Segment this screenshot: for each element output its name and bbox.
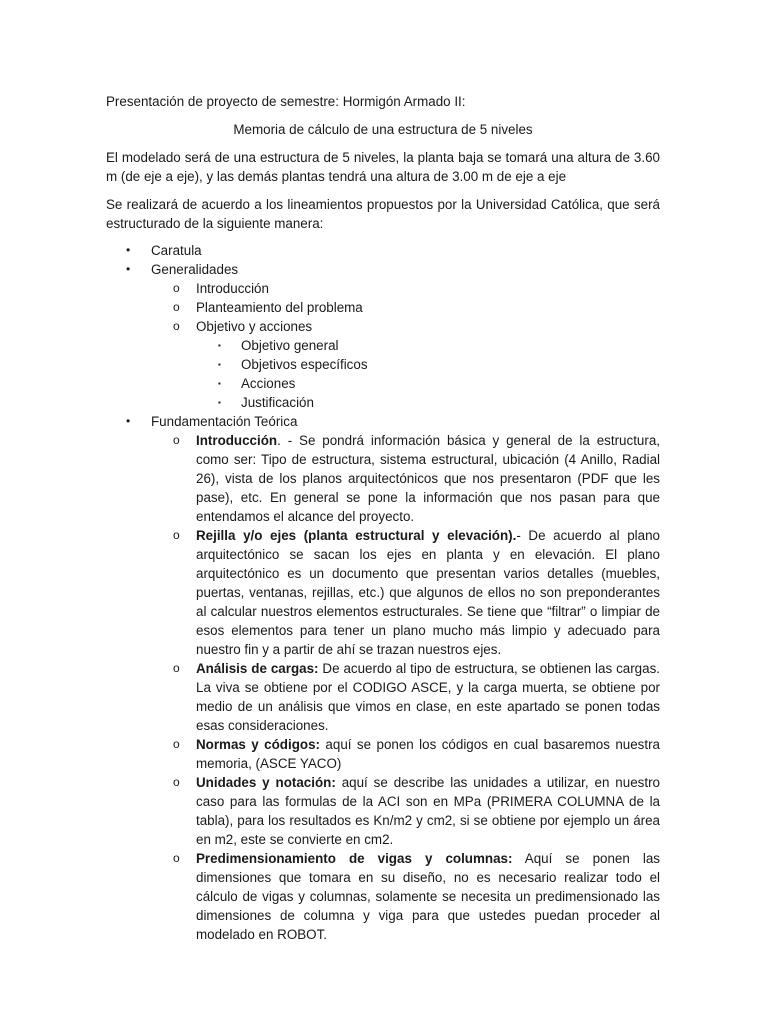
list-item <box>151 317 660 412</box>
square-marker: ▪ <box>218 341 221 350</box>
circle-marker: o <box>173 319 180 333</box>
list-item-paragraph <box>196 735 660 773</box>
list-item-text: aquí se ponen los códigos en cual basaremos nuestra memoria, (ASCE YACO) <box>196 737 660 771</box>
circle-marker: o <box>173 528 180 542</box>
list-item-text: Acciones <box>241 376 296 391</box>
list-item-title: Predimensionamiento de vigas y columnas: <box>196 851 513 866</box>
square-marker: ▪ <box>218 379 221 388</box>
list-item-title: Rejilla y/o ejes (planta estructural y elevación). <box>196 528 517 543</box>
list-item <box>151 279 660 298</box>
list-item-text: Objetivo general <box>241 338 339 353</box>
list-item <box>151 849 660 944</box>
circle-marker: o <box>173 661 180 675</box>
bullet-marker: • <box>126 262 131 276</box>
document-heading: Presentación de proyecto de semestre: Hormigón Armado II: <box>106 94 466 109</box>
list-item <box>151 659 660 735</box>
list-item <box>106 241 660 260</box>
list-item <box>151 773 660 849</box>
circle-marker: o <box>173 281 180 295</box>
list-item-text: . - Se pondrá información básica y general de la estructura, como ser: Tipo de estructura, sistema estructural, ubicación (4 Anillo, Radial 26), vista de los planos arquitectónicos que nos presentaron (PDF que les pase), etc. En general se pone la información que nos pasan para que entendamos el alcance del proyecto. <box>196 433 660 524</box>
paragraph-model-description: El modelado será de una estructura de 5 niveles, la planta baja se tomará una altura de 3.60 m (de eje a eje), y las demás plantas tendrá una altura de 3.00 m de eje a eje <box>106 150 660 184</box>
list-item-paragraph <box>196 849 660 944</box>
list-item <box>196 374 660 393</box>
list-item-paragraph <box>196 659 660 735</box>
list-item <box>196 355 660 374</box>
bullet-marker: • <box>126 243 131 257</box>
list-item <box>151 526 660 659</box>
list-item-text: aquí se describe las unidades a utilizar, en nuestro caso para las formulas de la ACI son en MPa (PRIMERA COLUMNA de la tabla), para los resultados es Kn/m2 y cm2, si se obtiene por ejemplo un área en m2, este se convierte en cm2. <box>196 775 660 847</box>
list-item-title: Análisis de cargas: <box>196 661 319 676</box>
list-item-text: Objetivo y acciones <box>196 319 313 334</box>
list-item-text: Objetivos específicos <box>241 357 368 372</box>
circle-marker: o <box>173 300 180 314</box>
list-item-text: Justificación <box>241 395 314 410</box>
document-subtitle: Memoria de cálculo de una estructura de 5 niveles <box>233 122 533 137</box>
sublist-objetivos <box>196 336 660 412</box>
list-item-paragraph <box>196 431 660 526</box>
list-item <box>106 412 660 944</box>
circle-marker: o <box>173 433 180 447</box>
list-item <box>151 298 660 317</box>
list-item-text: Caratula <box>151 243 202 258</box>
list-item <box>151 431 660 526</box>
list-item-title: Introducción <box>196 433 278 448</box>
paragraph-structure-intro: Se realizará de acuerdo a los lineamientos propuestos por la Universidad Católica, que será estructurado de la siguiente manera: <box>106 197 660 231</box>
list-item-title: Unidades y notación: <box>196 775 336 790</box>
sublist-generalidades <box>151 279 660 412</box>
list-item <box>106 260 660 412</box>
list-item-text: Generalidades <box>151 262 239 277</box>
square-marker: ▪ <box>218 360 221 369</box>
sublist-fundamentacion <box>151 431 660 944</box>
circle-marker: o <box>173 851 180 865</box>
circle-marker: o <box>173 737 180 751</box>
list-item-paragraph <box>196 773 660 849</box>
list-item-text: Introducción <box>196 281 269 296</box>
list-item <box>196 393 660 412</box>
list-item-text: - De acuerdo al plano arquitectónico se sacan los ejes en planta y en elevación. El plano arquitectónico es un documento que presentan varios detalles (muebles, puertas, ventanas, rejillas, etc.) que algunos de ellos no son preponderantes al calcular nuestros elementos estructurales. Se tiene que “filtrar” o limpiar de esos elementos para tener un plano mucho más limpio y adecuado para nuestro fin y a partir de ahí se trazan nuestros ejes. <box>196 528 660 657</box>
list-item <box>196 336 660 355</box>
bullet-marker: • <box>126 414 131 428</box>
list-item-paragraph <box>196 526 660 659</box>
list-item-text: Planteamiento del problema <box>196 300 363 315</box>
list-item-title: Normas y códigos: <box>196 737 320 752</box>
outline-list <box>106 241 660 944</box>
list-item-text: Aquí se ponen las dimensiones que tomara en su diseño, no es necesario realizar todo el cálculo de vigas y columnas, solamente se necesita un predimensionado las dimensiones de columna y viga para que ustedes puedan proceder al modelado en ROBOT. <box>196 851 660 942</box>
list-item-text: Fundamentación Teórica <box>151 414 298 429</box>
list-item <box>151 735 660 773</box>
circle-marker: o <box>173 775 180 789</box>
list-item-text: De acuerdo al tipo de estructura, se obtienen las cargas. La viva se obtiene por el CODIGO ASCE, y la carga muerta, se obtiene por medio de un análisis que vimos en clase, en este apartado se ponen todas esas consideraciones. <box>196 661 660 733</box>
square-marker: ▪ <box>218 398 221 407</box>
